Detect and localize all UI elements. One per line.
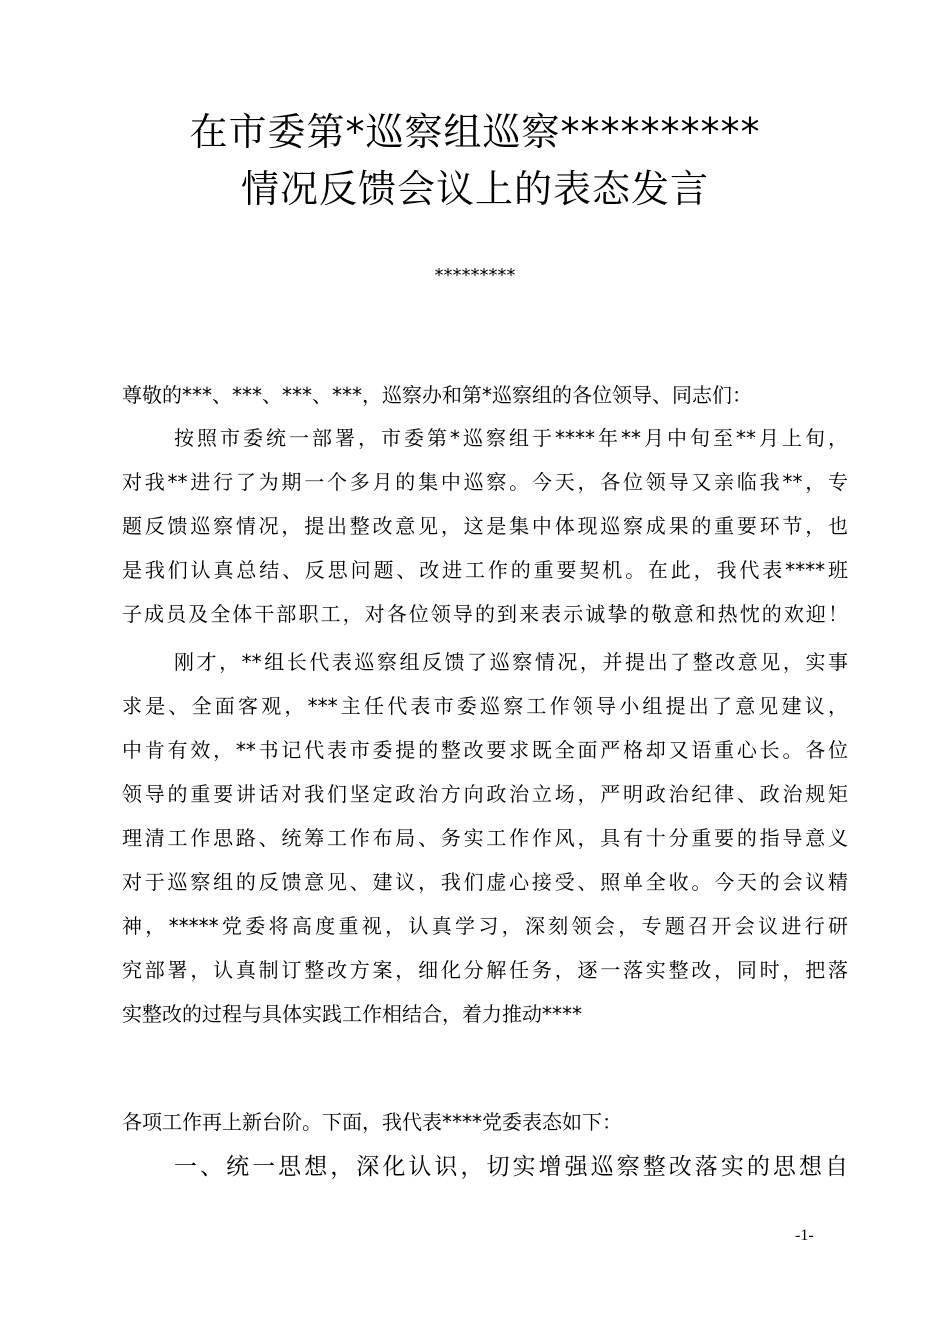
paragraph-1-line: 子成员及全体干部职工，对各位领导的到来表示诚挚的敬意和热忱的欢迎！ [122, 602, 848, 626]
paragraph-2-line: 刚才，**组长代表巡察组反馈了巡察情况，并提出了整改意见，实事 [174, 650, 848, 674]
paragraph-1-line: 对我**进行了为期一个多月的集中巡察。今天，各位领导又亲临我**，专 [122, 470, 848, 494]
paragraph-2-line: 对于巡察组的反馈意见、建议，我们虚心接受、照单全收。今天的会议精 [122, 870, 848, 894]
paragraph-2-line: 领导的重要讲话对我们坚定政治方向政治立场，严明政治纪律、政治规矩 [122, 782, 848, 806]
document-title-line-2: 情况反馈会议上的表态发言 [240, 167, 709, 211]
salutation: 尊敬的***、***、***、***，巡察办和第*巡察组的各位领导、同志们： [122, 383, 752, 407]
paragraph-2-line: 神，*****党委将高度重视，认真学习，深刻领会，专题召开会议进行研 [122, 914, 848, 938]
paragraph-2-line: 究部署，认真制订整改方案，细化分解任务，逐一落实整改，同时，把落 [122, 958, 848, 982]
section-heading: 一、统一思想，深化认识，切实增强巡察整改落实的思想自 [174, 1154, 848, 1180]
paragraph-1-line: 题反馈巡察情况，提出整改意见，这是集中体现巡察成果的重要环节，也 [122, 514, 848, 538]
continuation-line: 各项工作再上新台阶。下面，我代表****党委表态如下： [122, 1110, 622, 1134]
page-number: -1- [795, 1227, 814, 1244]
paragraph-1-line: 是我们认真总结、反思问题、改进工作的重要契机。在此，我代表****班 [122, 558, 848, 582]
paragraph-2-line: 求是、全面客观，***主任代表市委巡察工作领导小组提出了意见建议， [122, 694, 848, 718]
document-title-line-1: 在市委第*巡察组巡察********** [189, 110, 761, 154]
paragraph-2-line: 实整改的过程与具体实践工作相结合，着力推动**** [122, 1002, 582, 1026]
paragraph-2-line: 理清工作思路、统筹工作布局、务实工作作风，具有十分重要的指导意义 [122, 826, 848, 850]
paragraph-2-line: 中肯有效，**书记代表市委提的整改要求既全面严格却又语重心长。各位 [122, 738, 848, 762]
author-name: ********* [434, 265, 516, 286]
paragraph-1-line: 按照市委统一部署，市委第*巡察组于****年**月中旬至**月上旬， [174, 426, 848, 450]
